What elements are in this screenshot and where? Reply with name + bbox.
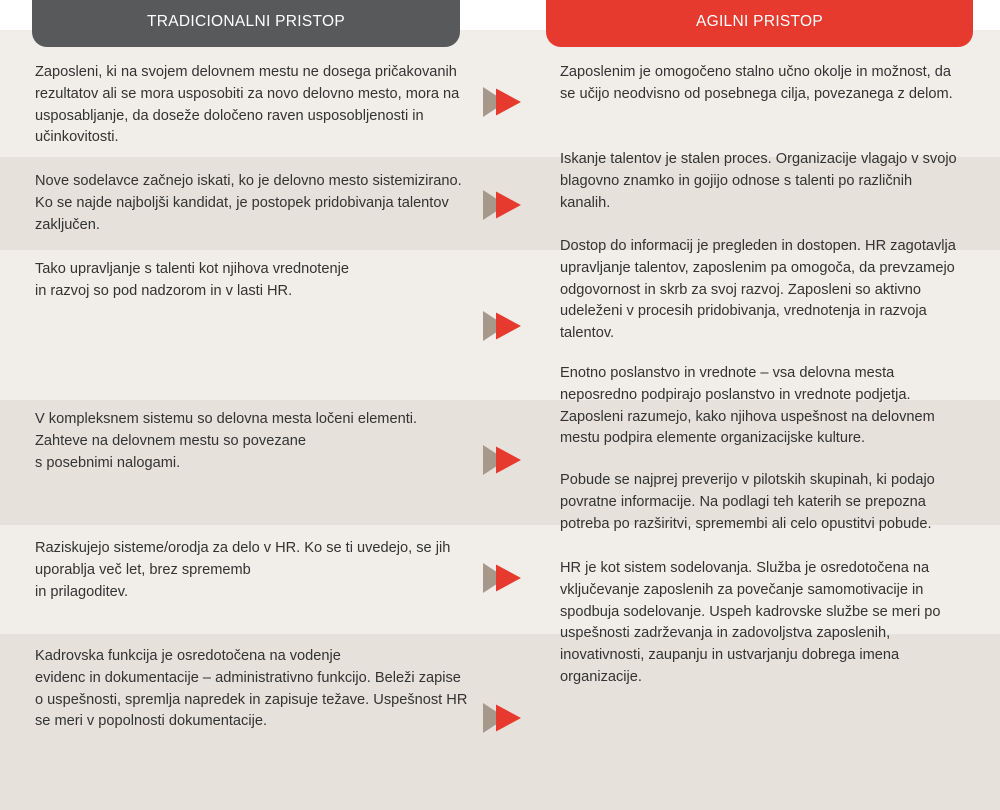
arrow-front-triangle [496, 705, 521, 732]
traditional-item: V kompleksnem sistemu so delovna mesta ločeni elementi. Zahteve na delovnem mestu so povezane s posebnimi nalogami. [35, 411, 418, 471]
arrow-front-triangle [496, 89, 521, 116]
traditional-approach-header [32, 0, 460, 47]
agile-item: Enotno poslanstvo in vrednote – vsa delovna mesta neposredno podpirajo poslanstvo in vrednote podjetja. Zaposleni razumejo, kako njihova uspešnost na delovnem mestu podpira elemente organizacijske kulture. [560, 365, 935, 447]
double-arrow-right-icon [483, 190, 523, 220]
agile-approach-header [546, 0, 973, 47]
traditional-item: Kadrovska funkcija je osredotočena na vodenje evidenc in dokumentacije – administrativno funkcijo. Beleži zapise o uspešnosti, spremlja napredek in zapisuje težave. Uspešnost HR se meri v popolnosti dokumentacije. [35, 648, 468, 730]
agile-approach-title: AGILNI PRISTOP [695, 13, 824, 30]
agile-item: Zaposlenim je omogočeno stalno učno okolje in možnost, da se učijo neodvisno od posebnega cilja, povezanega z delom. [560, 64, 953, 102]
double-arrow-right-icon [483, 703, 523, 733]
agile-item: Dostop do informacij je pregleden in dostopen. HR zagotavlja upravljanje talentov, zaposlenim pa omogoča, da prevzamejo odgovornost in skrb za svoj razvoj. Zaposleni so aktivno udeleženi v procesih pridobivanja, vrednotenja in razvoja talentov. [560, 238, 956, 342]
agile-item: HR je kot sistem sodelovanja. Služba je osredotočena na vključevanje zaposlenih za povečanje samomotivacije in spodbuja sodelovanje. Uspeh kadrovske službe se meri po uspešnosti zadrževanja in zadovoljstva zaposlenih, inovativnosti, zaupanju in ustvarjanju dobrega imena organizacije. [560, 560, 941, 685]
double-arrow-right-icon [483, 87, 523, 117]
traditional-item: Raziskujejo sisteme/orodja za delo v HR. Ko se ti uvedejo, se jih uporablja več let, brez sprememb in prilagoditev. [35, 540, 451, 600]
agile-item: Iskanje talentov je stalen proces. Organizacije vlagajo v svojo blagovno znamko in gojijo odnose s talenti po različnih kanalih. [560, 151, 957, 211]
traditional-item: Nove sodelavce začnejo iskati, ko je delovno mesto sistemizirano. Ko se najde najboljši kandidat, je postopek pridobivanja talentov zaključen. [35, 173, 462, 233]
traditional-item: Tako upravljanje s talenti kot njihova vrednotenje in razvoj so pod nadzorom in v lasti HR. [35, 261, 349, 299]
double-arrow-right-icon [483, 445, 523, 475]
arrow-front-triangle [496, 313, 521, 340]
double-arrow-right-icon [483, 311, 523, 341]
traditional-item: Zaposleni, ki na svojem delovnem mestu ne dosega pričakovanih rezultatov ali se mora usposobiti za novo delovno mesto, mora na usposabljanje, da doseže določeno raven usposobljenosti in učinkovitosti. [35, 64, 460, 146]
agile-item: Pobude se najprej preverijo v pilotskih skupinah, ki podajo povratne informacije. Na podlagi teh katerih se prepozna potreba po razširitvi, spremembi ali celo opustitvi pobude. [560, 472, 935, 532]
arrow-front-triangle [496, 447, 521, 474]
arrow-front-triangle [496, 192, 521, 219]
double-arrow-right-icon [483, 563, 523, 593]
arrow-front-triangle [496, 565, 521, 592]
traditional-approach-title: TRADICIONALNI PRISTOP [146, 13, 346, 30]
